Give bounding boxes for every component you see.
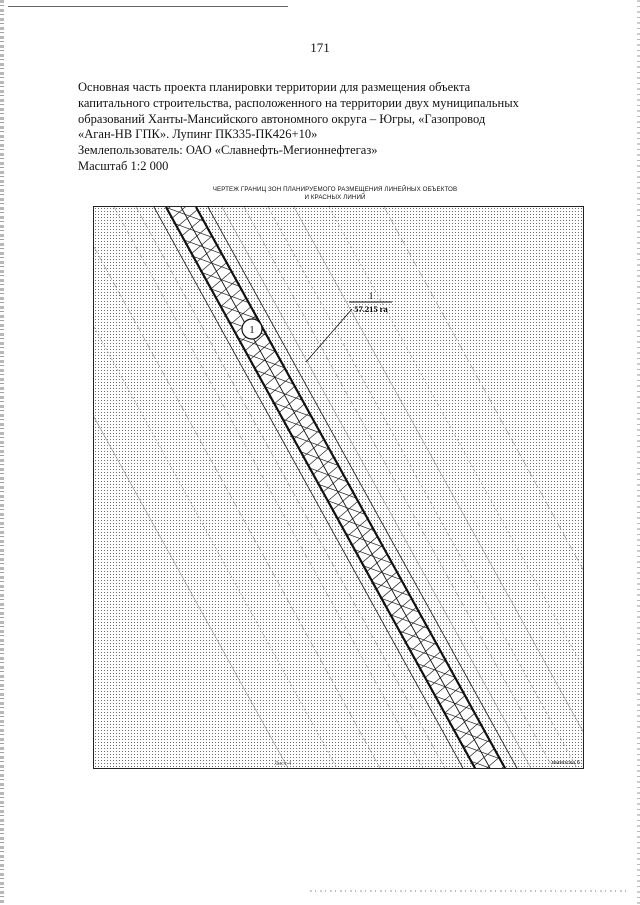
map-svg [94,207,584,769]
header-line-4: «Аган-НВ ГПК». Лупинг ПК335-ПК426+10» [78,127,318,142]
scale-line: Масштаб 1:2 000 [78,158,169,173]
sheet-reference: выноска 6 [552,759,581,766]
document-header [78,80,558,175]
callout-leader [306,309,352,362]
parcel-number: 1 [368,291,374,301]
drawing-title-line-1: ЧЕРТЕЖ ГРАНИЦ ЗОН ПЛАНИРУЕМОГО РАЗМЕЩЕНИЯ ЛИНЕЙНЫХ ОБЪЕКТОВ [212,186,458,193]
map-drawing [93,206,584,769]
top-rule [8,6,288,7]
header-line-1: Основная часть проекта планировки территории для размещения объекта [78,80,471,94]
page-number: 171 [310,40,330,55]
corridor-hatching [94,207,584,769]
header-line-3: образований Ханты-Мансийского автономного округа – Югры, «Газопровод [78,111,486,126]
scan-noise-bottom [310,890,630,892]
bottom-sheet-label: Лист 4 [274,761,292,767]
corridor-centerline [181,207,491,769]
header-line-2: капитального строительства, расположенного на территории двух муниципальных [78,95,519,110]
point-label: 1 [249,325,255,336]
parcel-area: 57.215 га [354,304,388,314]
scan-edge-left [0,0,4,905]
drawing-title [150,186,520,201]
drawing-title-line-2: И КРАСНЫХ ЛИНИЙ [304,193,366,201]
land-user-line: Землепользователь: ОАО «Славнефть-Мегионнефтегаз» [78,143,378,158]
